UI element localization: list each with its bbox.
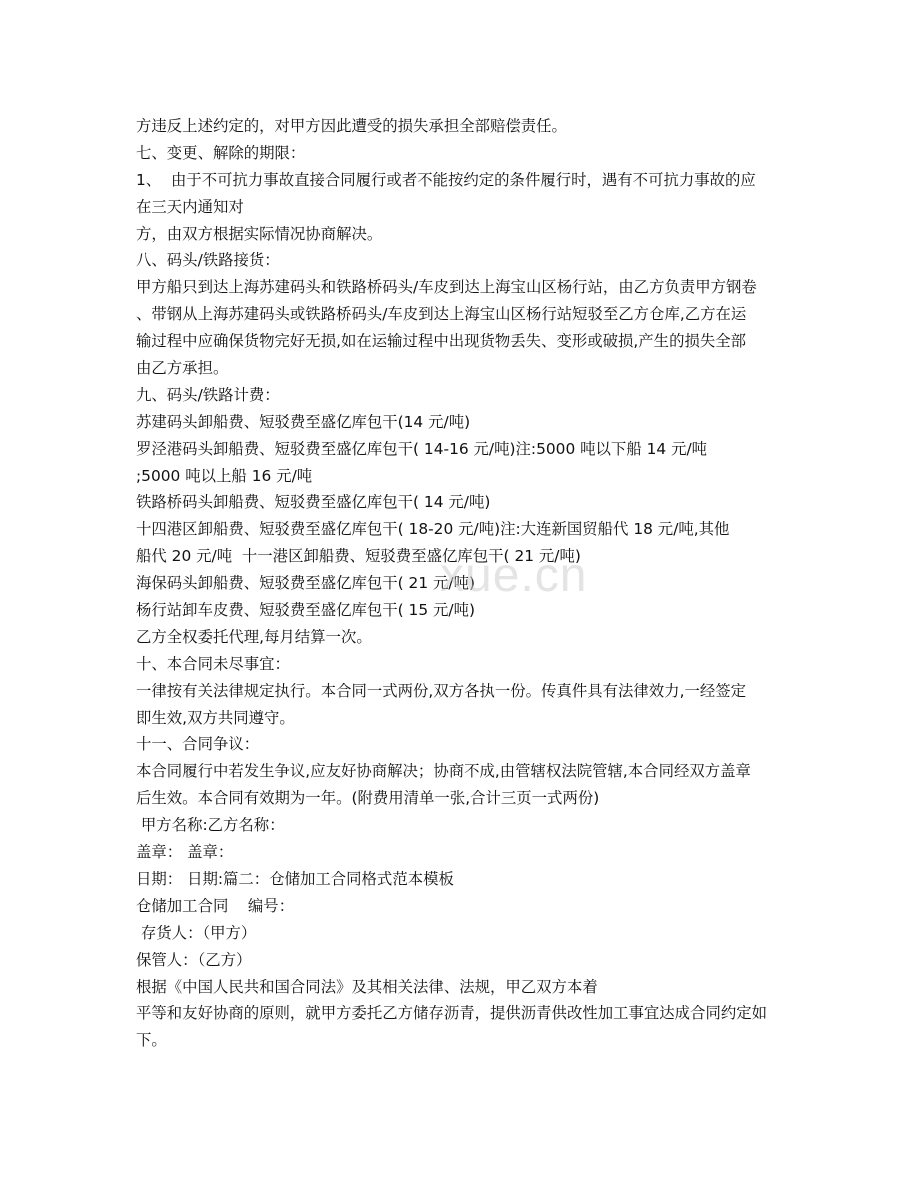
fee-line-tieluqiao: 铁路桥码头卸船费、短驳费至盛亿库包干( 14 元/吨) xyxy=(136,493,491,512)
fee-line-haibao: 海保码头卸船费、短驳费至盛亿库包干( 21 元/吨) xyxy=(136,574,475,593)
text-line-3: 1、 由于不可抗力事故直接合同履行或者不能按约定的条件履行时，遇有不可抗力事故的应 xyxy=(136,170,756,189)
text-line-8: 、带钢从上海苏建码头或铁路桥码头/车皮到达上海宝山区杨行站短驳至乙方仓库,乙方在运 xyxy=(136,305,747,324)
depositor-line: 存货人：（甲方） xyxy=(136,923,257,942)
text-line-20: 乙方全权委托代理,每月结算一次。 xyxy=(136,627,372,646)
section-10-heading: 十、本合同未尽事宜： xyxy=(136,654,290,673)
fee-line-sujian: 苏建码头卸船费、短驳费至盛亿库包干(14 元/吨) xyxy=(136,412,471,431)
text-line-34: 平等和友好协商的原则，就甲方委托乙方储存沥青，提供沥青供改性加工事宜达成合同约定如 xyxy=(136,1004,768,1023)
text-line-1: 方违反上述约定的，对甲方因此遭受的损失承担全部赔偿责任。 xyxy=(136,117,567,135)
date-line: 日期： 日期:篇二：仓储加工合同格式范本模板 xyxy=(136,869,454,888)
text-line-26: 后生效。本合同有效期为一年。(附费用清单一张,合计三页一式两份) xyxy=(136,789,600,808)
fee-line-14-port: 十四港区卸船费、短驳费至盛亿库包干( 18-20 元/吨)注:大连新国贸船代 18 元/吨,其他 xyxy=(136,520,730,539)
text-line-35: 下。 xyxy=(136,1031,167,1050)
section-7-heading: 七、变更、解除的期限： xyxy=(136,143,306,162)
text-line-23: 即生效,双方共同遵守。 xyxy=(136,708,295,727)
fee-line-luojing-cont: ;5000 吨以上船 16 元/吨 xyxy=(136,466,313,485)
party-names-line: 甲方名称:乙方名称： xyxy=(136,816,285,835)
text-line-22: 一律按有关法律规定执行。本合同一式两份,双方各执一份。传真件具有法律效力,一经签定 xyxy=(136,681,747,700)
fee-line-yanghang: 杨行站卸车皮费、短驳费至盛亿库包干( 15 元/吨) xyxy=(136,601,475,620)
fee-line-luojing: 罗泾港码头卸船费、短驳费至盛亿库包干( 14-16 元/吨)注:5000 吨以下船 14 元/吨 xyxy=(136,439,708,458)
section-9-heading: 九、码头/铁路计费： xyxy=(136,385,280,404)
contract-title-line: 仓储加工合同 编号： xyxy=(136,896,295,915)
custodian-line: 保管人：（乙方） xyxy=(136,950,252,969)
text-line-9: 输过程中应确保货物完好无损,如在运输过程中出现货物丢失、变形或破损,产生的损失全部 xyxy=(136,332,747,351)
seal-line: 盖章： 盖章： xyxy=(136,843,234,862)
text-line-33: 根据《中国人民共和国合同法》及其相关法律、法规，甲乙双方本着 xyxy=(136,977,598,996)
text-line-5: 方，由双方根据实际情况协商解决。 xyxy=(136,224,383,243)
text-line-10: 由乙方承担。 xyxy=(136,359,229,378)
text-line-4: 在三天内通知对 xyxy=(136,197,244,216)
watermark: xue.cn xyxy=(440,549,588,602)
document-body xyxy=(136,113,786,1054)
section-11-heading: 十一、合同争议： xyxy=(136,735,260,754)
text-line-25: 本合同履行中若发生争议,应友好协商解决；协商不成,由管辖权法院管辖,本合同经双方盖章 xyxy=(136,762,751,781)
text-line-7: 甲方船只到达上海苏建码头和铁路桥码头/车皮到达上海宝山区杨行站，由乙方负责甲方钢卷 xyxy=(136,278,757,297)
section-8-heading: 八、码头/铁路接货： xyxy=(136,251,280,270)
fee-line-11-port: 船代 20 元/吨 十一港区卸船费、短驳费至盛亿库包干( 21 元/吨) xyxy=(136,547,581,566)
